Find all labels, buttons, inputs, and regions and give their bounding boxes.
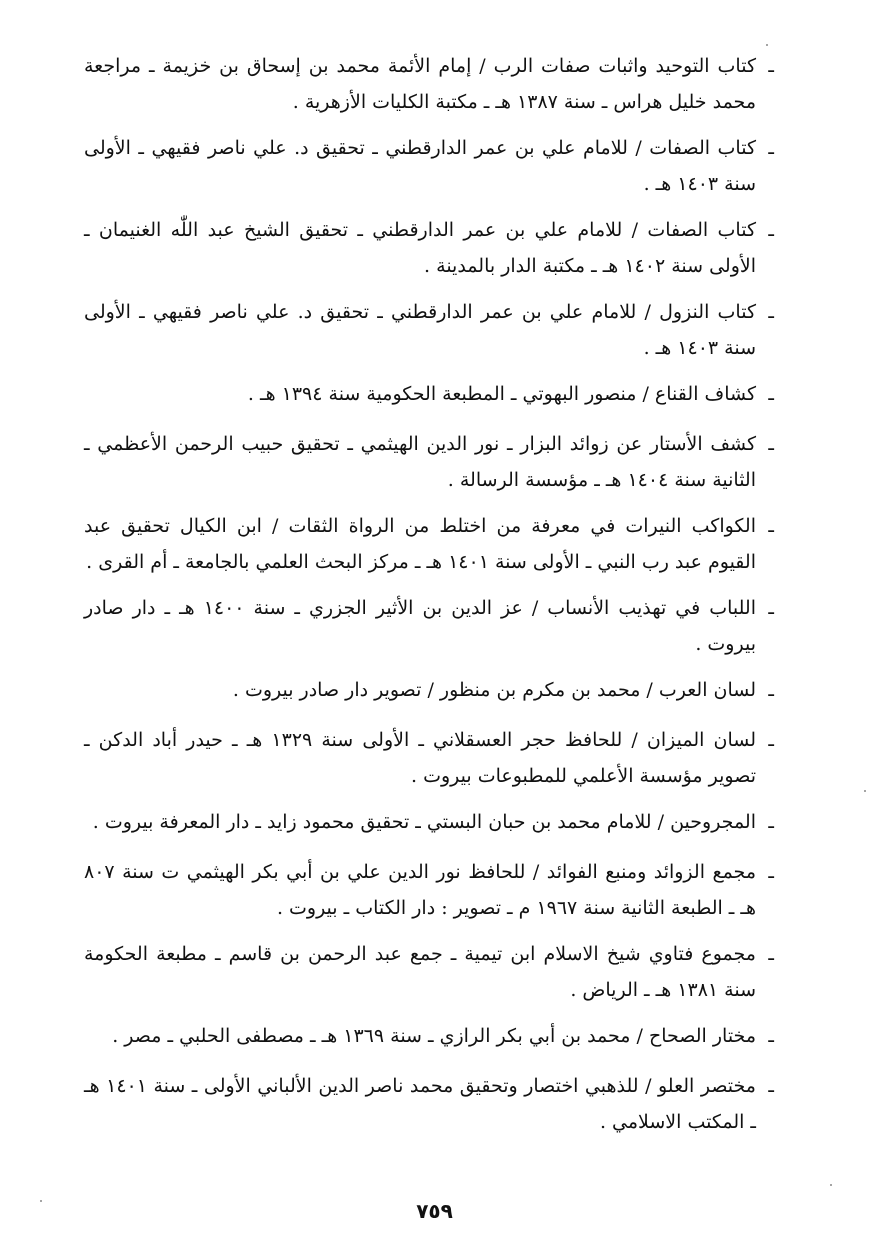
entry-text: كتاب الصفات / للامام علي بن عمر الدارقطني ـ تحقيق د. علي ناصر فقيهي ـ الأولى سنة ١٤٠٣ هـ . [84,137,756,195]
entry-bullet: ـ [768,383,774,405]
entry-bullet: ـ [768,1025,774,1047]
bibliography-entry [84,212,774,284]
entry-text: مختصر العلو / للذهبي اختصار وتحقيق محمد ناصر الدين الألباني الأولى ـ سنة ١٤٠١ هـ ـ المكتب الاسلامي . [84,1075,756,1133]
bibliography-entry [84,1068,774,1140]
entry-text: اللباب في تهذيب الأنساب / عز الدين بن الأثير الجزري ـ سنة ١٤٠٠ هـ ـ دار صادر بيروت . [84,597,756,655]
bibliography-entry [84,672,774,708]
entry-bullet: ـ [768,729,774,751]
entry-text: مجمع الزوائد ومنبع الفوائد / للحافظ نور الدين علي بن أبي بكر الهيثمي ت سنة ٨٠٧ هـ ـ الطبعة الثانية سنة ١٩٦٧ م ـ تصوير : دار الكتاب ـ بيروت . [84,861,756,919]
scan-speck [40,1200,42,1202]
bibliography-entry [84,376,774,412]
entry-bullet: ـ [768,1075,774,1097]
entry-bullet: ـ [768,219,774,241]
entry-text: كتاب الصفات / للامام علي بن عمر الدارقطني ـ تحقيق الشيخ عبد اللّٰه الغنيمان ـ الأولى سنة ١٤٠٢ هـ ـ مكتبة الدار بالمدينة . [84,219,756,277]
bibliography-entry [84,1018,774,1054]
scan-speck [830,1184,832,1186]
entry-text: مجموع فتاوي شيخ الاسلام ابن تيمية ـ جمع عبد الرحمن بن قاسم ـ مطبعة الحكومة سنة ١٣٨١ هـ ـ الرياض . [84,943,756,1001]
bibliography-entry [84,722,774,794]
bibliography-entry [84,130,774,202]
entry-bullet: ـ [768,433,774,455]
bibliography-entry [84,48,774,120]
entry-text: كشف الأستار عن زوائد البزار ـ نور الدين الهيثمي ـ تحقيق حبيب الرحمن الأعظمي ـ الثانية سنة ١٤٠٤ هـ ـ مؤسسة الرسالة . [84,433,756,491]
entry-text: كتاب التوحيد واثبات صفات الرب / إمام الأئمة محمد بن إسحاق بن خزيمة ـ مراجعة محمد خليل هراس ـ سنة ١٣٨٧ هـ ـ مكتبة الكليات الأزهرية . [84,55,756,113]
bibliography-entry [84,854,774,926]
entry-bullet: ـ [768,943,774,965]
entry-bullet: ـ [768,811,774,833]
bibliography-entry [84,804,774,840]
bibliography-entry [84,426,774,498]
entry-text: لسان الميزان / للحافظ حجر العسقلاني ـ الأولى سنة ١٣٢٩ هـ ـ حيدر أباد الدكن ـ تصوير مؤسسة الأعلمي للمطبوعات بيروت . [84,729,757,787]
bibliography-entry [84,936,774,1008]
scan-speck [864,790,866,792]
bibliography-entry [84,590,774,662]
entry-bullet: ـ [768,679,774,701]
entry-bullet: ـ [768,301,774,323]
entry-bullet: ـ [768,861,774,883]
bibliography-entry [84,294,774,366]
entry-text: كتاب النزول / للامام علي بن عمر الدارقطني ـ تحقيق د. علي ناصر فقيهي ـ الأولى سنة ١٤٠٣ هـ . [84,301,756,359]
entry-text: المجروحين / للامام محمد بن حبان البستي ـ تحقيق محمود زايد ـ دار المعرفة بيروت . [92,811,756,833]
entry-text: كشاف القناع / منصور البهوتي ـ المطبعة الحكومية سنة ١٣٩٤ هـ . [247,383,756,405]
entry-bullet: ـ [768,597,774,619]
entry-bullet: ـ [768,137,774,159]
entry-bullet: ـ [768,515,774,537]
scan-speck [766,44,768,46]
bibliography-entry [84,508,774,580]
entry-text: لسان العرب / محمد بن مكرم بن منظور / تصوير دار صادر بيروت . [232,679,756,701]
bibliography-list [84,48,774,1150]
entry-text: الكواكب النيرات في معرفة من اختلط من الرواة الثقات / ابن الكيال تحقيق عبد القيوم عبد رب النبي ـ الأولى سنة ١٤٠١ هـ ـ مركز البحث العلمي بالجامعة ـ أم القرى . [84,515,756,573]
entry-bullet: ـ [768,55,774,77]
entry-text: مختار الصحاح / محمد بن أبي بكر الرازي ـ سنة ١٣٦٩ هـ ـ مصطفى الحلبي ـ مصر . [112,1025,756,1047]
page-number: ٧٥٩ [416,1199,453,1223]
